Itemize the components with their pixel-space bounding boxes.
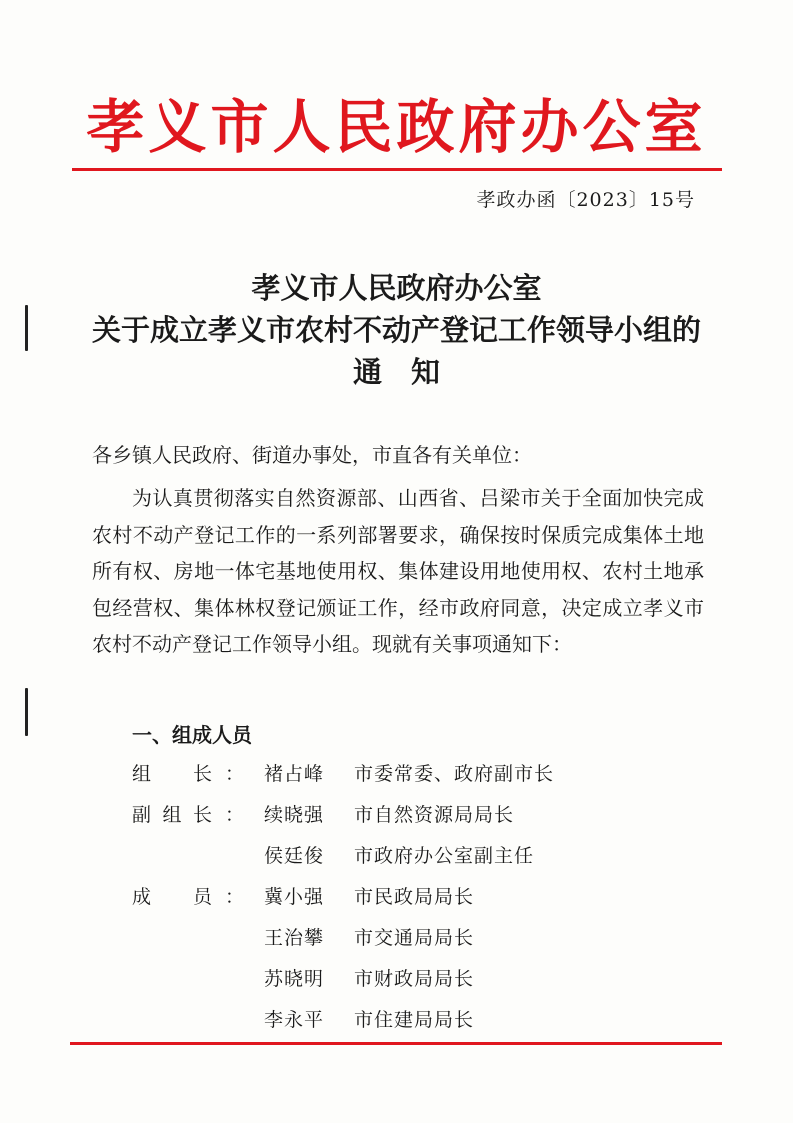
member-title: 市委常委、政府副市长 — [354, 763, 555, 785]
member-name: 苏晓明 — [264, 968, 325, 990]
member-name: 李永平 — [264, 1009, 325, 1031]
member-title: 市财政局局长 — [354, 968, 475, 990]
member-title: 市政府办公室副主任 — [354, 845, 535, 867]
section-heading-members: 一、组成人员 — [132, 723, 252, 747]
member-name: 冀小强 — [264, 886, 325, 908]
member-role: 副组长 — [132, 804, 212, 826]
masthead-title: 孝义市人民政府办公室 — [86, 93, 707, 161]
member-name: 褚占峰 — [264, 763, 325, 785]
document-number: 孝政办函〔2023〕15号 — [476, 189, 695, 211]
member-name: 续晓强 — [264, 804, 325, 826]
member-role: 组长 — [132, 763, 212, 785]
binding-mark-bottom — [25, 688, 28, 736]
member-name: 王治攀 — [264, 927, 325, 949]
member-title: 市住建局局长 — [354, 1009, 475, 1031]
member-colon: ： — [225, 886, 245, 908]
masthead-divider — [72, 168, 722, 171]
member-name: 侯廷俊 — [264, 845, 325, 867]
member-colon: ： — [225, 763, 245, 785]
addressee: 各乡镇人民政府、街道办事处，市直各有关单位： — [92, 443, 532, 467]
notice-title-line-3: 通 知 — [352, 355, 440, 389]
notice-title-line-2: 关于成立孝义市农村不动产登记工作领导小组的 — [91, 313, 701, 347]
member-title: 市自然资源局局长 — [354, 804, 515, 826]
member-title: 市交通局局长 — [354, 927, 475, 949]
member-role: 成员 — [132, 886, 212, 908]
member-colon: ： — [225, 804, 245, 826]
body-paragraph: 为认真贯彻落实自然资源部、山西省、吕梁市关于全面加快完成农村不动产登记工作的一系列部署要求，确保按时保质完成集体土地所有权、房地一体宅基地使用权、集体建设用地使用权、农村土地承包经营权、集体林权登记颁证工作，经市政府同意，决定成立孝义市农村不动产登记工作领导小组。现就有关事项通知下： — [92, 486, 704, 656]
footer-divider — [70, 1042, 722, 1045]
notice-title-line-1: 孝义市人民政府办公室 — [251, 271, 542, 305]
member-title: 市民政局局长 — [354, 886, 475, 908]
